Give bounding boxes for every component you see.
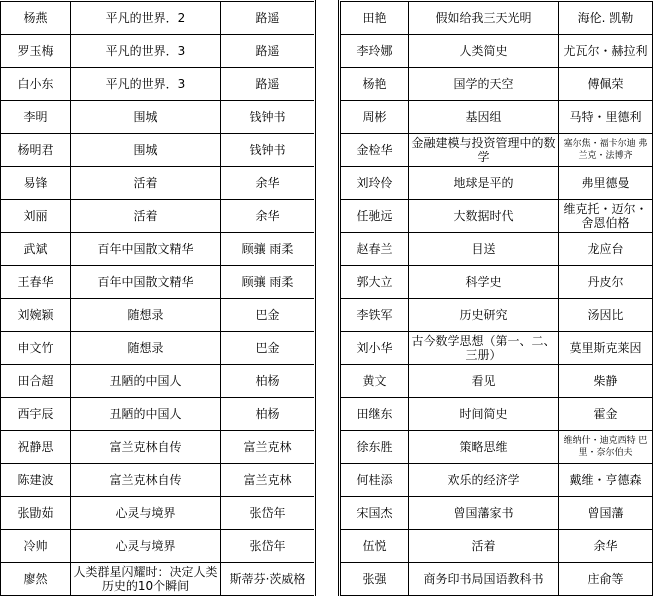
reader-name-cell: 徐东胜 bbox=[341, 431, 409, 464]
author-cell: 丹皮尔 bbox=[559, 266, 653, 299]
reader-name-cell: 申文竹 bbox=[1, 332, 71, 365]
table-row bbox=[341, 464, 653, 497]
author-cell: 傅佩荣 bbox=[559, 68, 653, 101]
table-row bbox=[1, 266, 315, 299]
author-cell: 弗里德曼 bbox=[559, 167, 653, 200]
table-row bbox=[341, 233, 653, 266]
author-cell: 霍金 bbox=[559, 398, 653, 431]
divider-line bbox=[338, 0, 339, 596]
author-cell: 塞尔焦・福卡尔迪 弗兰克・法博齐 bbox=[559, 134, 653, 167]
table-row bbox=[341, 2, 653, 35]
reader-name-cell: 杨燕 bbox=[1, 2, 71, 35]
table-row bbox=[341, 563, 653, 596]
author-cell: 巴金 bbox=[221, 299, 315, 332]
table-row bbox=[341, 68, 653, 101]
reader-name-cell: 刘婉颖 bbox=[1, 299, 71, 332]
table-row bbox=[1, 299, 315, 332]
book-title-cell: 商务印书局国语教科书 bbox=[409, 563, 559, 596]
author-cell: 路遥 bbox=[221, 68, 315, 101]
author-cell: 富兰克林 bbox=[221, 431, 315, 464]
author-cell: 钱钟书 bbox=[221, 134, 315, 167]
table-row bbox=[341, 431, 653, 464]
reader-name-cell: 李玲娜 bbox=[341, 35, 409, 68]
author-cell: 余华 bbox=[221, 200, 315, 233]
reader-name-cell: 任驰远 bbox=[341, 200, 409, 233]
author-cell: 汤因比 bbox=[559, 299, 653, 332]
reader-name-cell: 金检华 bbox=[341, 134, 409, 167]
book-title-cell: 平凡的世界．3 bbox=[71, 35, 221, 68]
book-title-cell: 平凡的世界．2 bbox=[71, 2, 221, 35]
author-cell: 柏杨 bbox=[221, 398, 315, 431]
author-cell: 维克托・迈尔・舍恩伯格 bbox=[559, 200, 653, 233]
book-title-cell: 富兰克林自传 bbox=[71, 464, 221, 497]
author-cell: 尤瓦尔・赫拉利 bbox=[559, 35, 653, 68]
book-title-cell: 心灵与境界 bbox=[71, 497, 221, 530]
book-title-cell: 丑陋的中国人 bbox=[71, 398, 221, 431]
reader-name-cell: 李明 bbox=[1, 101, 71, 134]
book-title-cell: 大数据时代 bbox=[409, 200, 559, 233]
book-title-cell: 心灵与境界 bbox=[71, 530, 221, 563]
reader-name-cell: 田合超 bbox=[1, 365, 71, 398]
author-cell: 顾骧 雨柔 bbox=[221, 266, 315, 299]
reader-name-cell: 宋国杰 bbox=[341, 497, 409, 530]
reader-name-cell: 李铁军 bbox=[341, 299, 409, 332]
table-row bbox=[1, 365, 315, 398]
book-title-cell: 人类简史 bbox=[409, 35, 559, 68]
reader-name-cell: 罗玉梅 bbox=[1, 35, 71, 68]
author-cell: 斯蒂芬·茨威格 bbox=[221, 563, 315, 596]
reader-name-cell: 刘丽 bbox=[1, 200, 71, 233]
table-row bbox=[341, 398, 653, 431]
book-title-cell: 目送 bbox=[409, 233, 559, 266]
table-row bbox=[341, 299, 653, 332]
author-cell: 余华 bbox=[221, 167, 315, 200]
reader-name-cell: 田艳 bbox=[341, 2, 409, 35]
book-title-cell: 平凡的世界．3 bbox=[71, 68, 221, 101]
book-title-cell: 人类群星闪耀时：决定人类历史的10个瞬间 bbox=[71, 563, 221, 596]
book-title-cell: 随想录 bbox=[71, 332, 221, 365]
book-title-cell: 活着 bbox=[71, 167, 221, 200]
table-row bbox=[341, 266, 653, 299]
divider-line bbox=[315, 0, 316, 596]
author-cell: 曾国藩 bbox=[559, 497, 653, 530]
table-row bbox=[341, 101, 653, 134]
author-cell: 马特・里德利 bbox=[559, 101, 653, 134]
author-cell: 维纳什・迪克西特 巴里・奈尔伯夫 bbox=[559, 431, 653, 464]
author-cell: 巴金 bbox=[221, 332, 315, 365]
book-title-cell: 国学的天空 bbox=[409, 68, 559, 101]
reader-name-cell: 郭大立 bbox=[341, 266, 409, 299]
book-title-cell: 策略思维 bbox=[409, 431, 559, 464]
book-title-cell: 看见 bbox=[409, 365, 559, 398]
table-row bbox=[1, 134, 315, 167]
table-row bbox=[1, 464, 315, 497]
book-title-cell: 地球是平的 bbox=[409, 167, 559, 200]
reader-name-cell: 田继东 bbox=[341, 398, 409, 431]
book-title-cell: 假如给我三天光明 bbox=[409, 2, 559, 35]
book-title-cell: 百年中国散文精华 bbox=[71, 266, 221, 299]
table-row bbox=[341, 167, 653, 200]
table-row bbox=[1, 200, 315, 233]
book-title-cell: 百年中国散文精华 bbox=[71, 233, 221, 266]
book-title-cell: 富兰克林自传 bbox=[71, 431, 221, 464]
book-title-cell: 欢乐的经济学 bbox=[409, 464, 559, 497]
book-title-cell: 活着 bbox=[71, 200, 221, 233]
author-cell: 柴静 bbox=[559, 365, 653, 398]
author-cell: 张岱年 bbox=[221, 497, 315, 530]
reader-name-cell: 刘小华 bbox=[341, 332, 409, 365]
table-row bbox=[341, 530, 653, 563]
table-row bbox=[1, 101, 315, 134]
book-title-cell: 金融建模与投资管理中的数学 bbox=[409, 134, 559, 167]
table-row bbox=[1, 332, 315, 365]
reader-name-cell: 何桂添 bbox=[341, 464, 409, 497]
reader-name-cell: 白小东 bbox=[1, 68, 71, 101]
table-row bbox=[1, 68, 315, 101]
table-row bbox=[1, 35, 315, 68]
author-cell: 顾骧 雨柔 bbox=[221, 233, 315, 266]
reader-name-cell: 西宇辰 bbox=[1, 398, 71, 431]
table-row bbox=[1, 530, 315, 563]
author-cell: 龙应台 bbox=[559, 233, 653, 266]
author-cell: 海伦. 凯勒 bbox=[559, 2, 653, 35]
table-row bbox=[341, 35, 653, 68]
reader-name-cell: 刘玲伶 bbox=[341, 167, 409, 200]
reader-name-cell: 赵春兰 bbox=[341, 233, 409, 266]
reader-name-cell: 张强 bbox=[341, 563, 409, 596]
book-title-cell: 科学史 bbox=[409, 266, 559, 299]
reader-name-cell: 杨明君 bbox=[1, 134, 71, 167]
table-row bbox=[341, 200, 653, 233]
right-reading-table bbox=[340, 1, 653, 596]
reader-name-cell: 廖然 bbox=[1, 563, 71, 596]
table-row bbox=[341, 134, 653, 167]
table-row bbox=[1, 167, 315, 200]
table-row bbox=[1, 563, 315, 596]
book-title-cell: 丑陋的中国人 bbox=[71, 365, 221, 398]
reader-name-cell: 杨艳 bbox=[341, 68, 409, 101]
book-title-cell: 曾国藩家书 bbox=[409, 497, 559, 530]
author-cell: 路遥 bbox=[221, 35, 315, 68]
reader-name-cell: 易锋 bbox=[1, 167, 71, 200]
author-cell: 路遥 bbox=[221, 2, 315, 35]
table-row bbox=[1, 233, 315, 266]
table-row bbox=[341, 497, 653, 530]
author-cell: 莫里斯克莱因 bbox=[559, 332, 653, 365]
reader-name-cell: 黄文 bbox=[341, 365, 409, 398]
book-title-cell: 古今数学思想（第一、二、三册） bbox=[409, 332, 559, 365]
reader-name-cell: 张勖茹 bbox=[1, 497, 71, 530]
author-cell: 富兰克林 bbox=[221, 464, 315, 497]
table-row bbox=[1, 497, 315, 530]
reader-name-cell: 伍悦 bbox=[341, 530, 409, 563]
reader-name-cell: 冷帅 bbox=[1, 530, 71, 563]
book-title-cell: 基因组 bbox=[409, 101, 559, 134]
book-title-cell: 活着 bbox=[409, 530, 559, 563]
table-row bbox=[1, 398, 315, 431]
reader-name-cell: 周彬 bbox=[341, 101, 409, 134]
author-cell: 余华 bbox=[559, 530, 653, 563]
reader-name-cell: 陈建波 bbox=[1, 464, 71, 497]
book-title-cell: 时间简史 bbox=[409, 398, 559, 431]
table-row bbox=[1, 431, 315, 464]
author-cell: 钱钟书 bbox=[221, 101, 315, 134]
table-row bbox=[1, 2, 315, 35]
book-title-cell: 围城 bbox=[71, 134, 221, 167]
table-row bbox=[341, 332, 653, 365]
table-row bbox=[341, 365, 653, 398]
book-title-cell: 随想录 bbox=[71, 299, 221, 332]
book-title-cell: 围城 bbox=[71, 101, 221, 134]
reader-name-cell: 王春华 bbox=[1, 266, 71, 299]
author-cell: 张岱年 bbox=[221, 530, 315, 563]
left-reading-table bbox=[0, 1, 315, 596]
book-title-cell: 历史研究 bbox=[409, 299, 559, 332]
reader-name-cell: 祝静思 bbox=[1, 431, 71, 464]
author-cell: 戴维・亨德森 bbox=[559, 464, 653, 497]
author-cell: 庄俞等 bbox=[559, 563, 653, 596]
author-cell: 柏杨 bbox=[221, 365, 315, 398]
reader-name-cell: 武斌 bbox=[1, 233, 71, 266]
table-gap bbox=[314, 0, 340, 596]
